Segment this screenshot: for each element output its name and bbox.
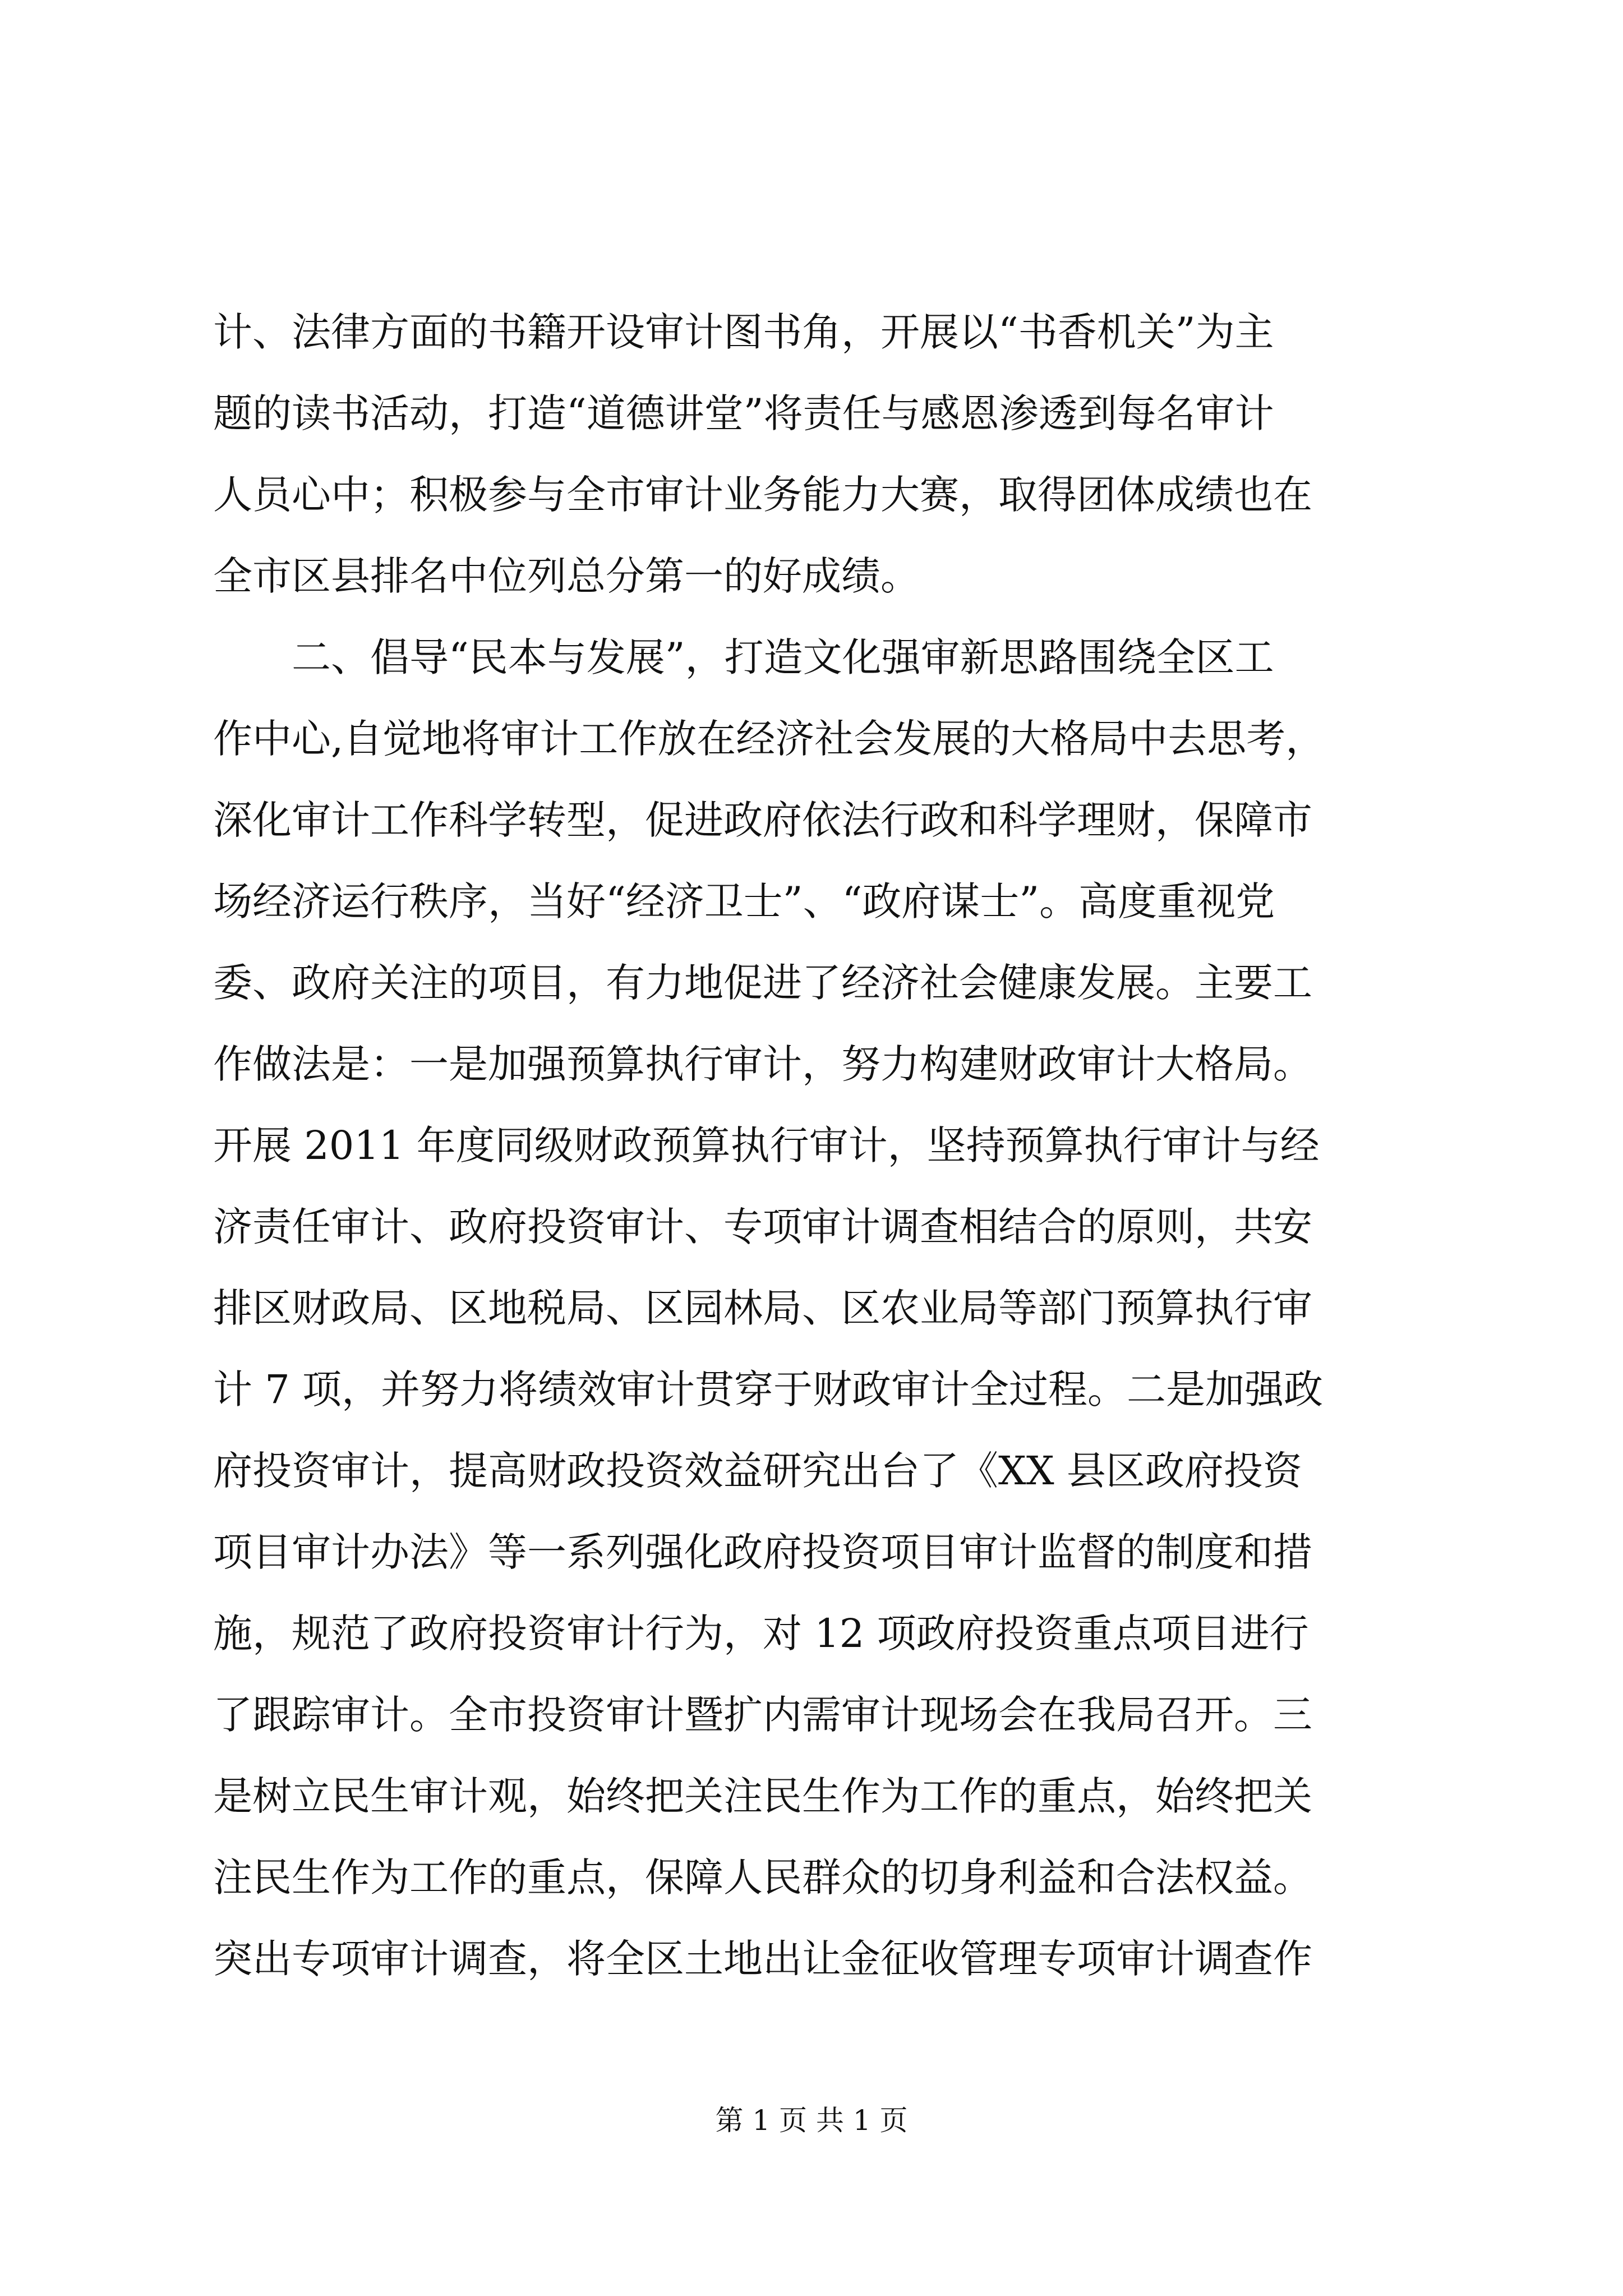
text-line: 题的读书活动，打造“道德讲堂”将责任与感恩渗透到每名审计 xyxy=(213,390,1274,436)
text-line: 是树立民生审计观，始终把关注民生作为工作的重点，始终把关 xyxy=(213,1773,1312,1819)
text-line: 府投资审计，提高财政投资效益研究出台了《XX 县区政府投资 xyxy=(213,1448,1302,1494)
text-line: 二、倡导“民本与发展”，打造文化强审新思路围绕全区工 xyxy=(213,634,1274,680)
text-line: 突出专项审计调查，将全区土地出让金征收管理专项审计调查作 xyxy=(213,1936,1312,1982)
page-footer: 第 1 页 共 1 页 xyxy=(715,2104,908,2137)
text-line: 全市区县排名中位列总分第一的好成绩。 xyxy=(213,553,920,599)
text-line: 人员心中；积极参与全市审计业务能力大赛，取得团体成绩也在 xyxy=(213,472,1312,518)
text-line: 施，规范了政府投资审计行为，对 12 项政府投资重点项目进行 xyxy=(213,1611,1309,1657)
text-line: 排区财政局、区地税局、区园林局、区农业局等部门预算执行审 xyxy=(213,1285,1312,1331)
text-line: 场经济运行秩序，当好“经济卫士”、“政府谋士”。高度重视党 xyxy=(213,878,1275,924)
body-text xyxy=(213,292,1413,2000)
text-line: 济责任审计、政府投资审计、专项审计调查相结合的原则，共安 xyxy=(213,1204,1312,1250)
text-line: 了跟踪审计。全市投资审计暨扩内需审计现场会在我局召开。三 xyxy=(213,1692,1312,1738)
text-line: 计 7 项，并努力将绩效审计贯穿于财政审计全过程。二是加强政 xyxy=(213,1366,1324,1412)
text-line: 项目审计办法》等一系列强化政府投资项目审计监督的制度和措 xyxy=(213,1529,1312,1575)
text-line: 开展 2011 年度同级财政预算执行审计，坚持预算执行审计与经 xyxy=(213,1122,1320,1168)
text-line: 作中心,自觉地将审计工作放在经济社会发展的大格局中去思考， xyxy=(213,716,1325,762)
text-line: 委、政府关注的项目，有力地促进了经济社会健康发展。主要工 xyxy=(213,960,1312,1006)
text-line: 计、法律方面的书籍开设审计图书角，开展以“书香机关”为主 xyxy=(213,309,1274,355)
text-line: 注民生作为工作的重点，保障人民群众的切身利益和合法权益。 xyxy=(213,1855,1312,1901)
text-line: 作做法是：一是加强预算执行审计，努力构建财政审计大格局。 xyxy=(213,1041,1312,1087)
text-line: 深化审计工作科学转型，促进政府依法行政和科学理财，保障市 xyxy=(213,797,1312,843)
